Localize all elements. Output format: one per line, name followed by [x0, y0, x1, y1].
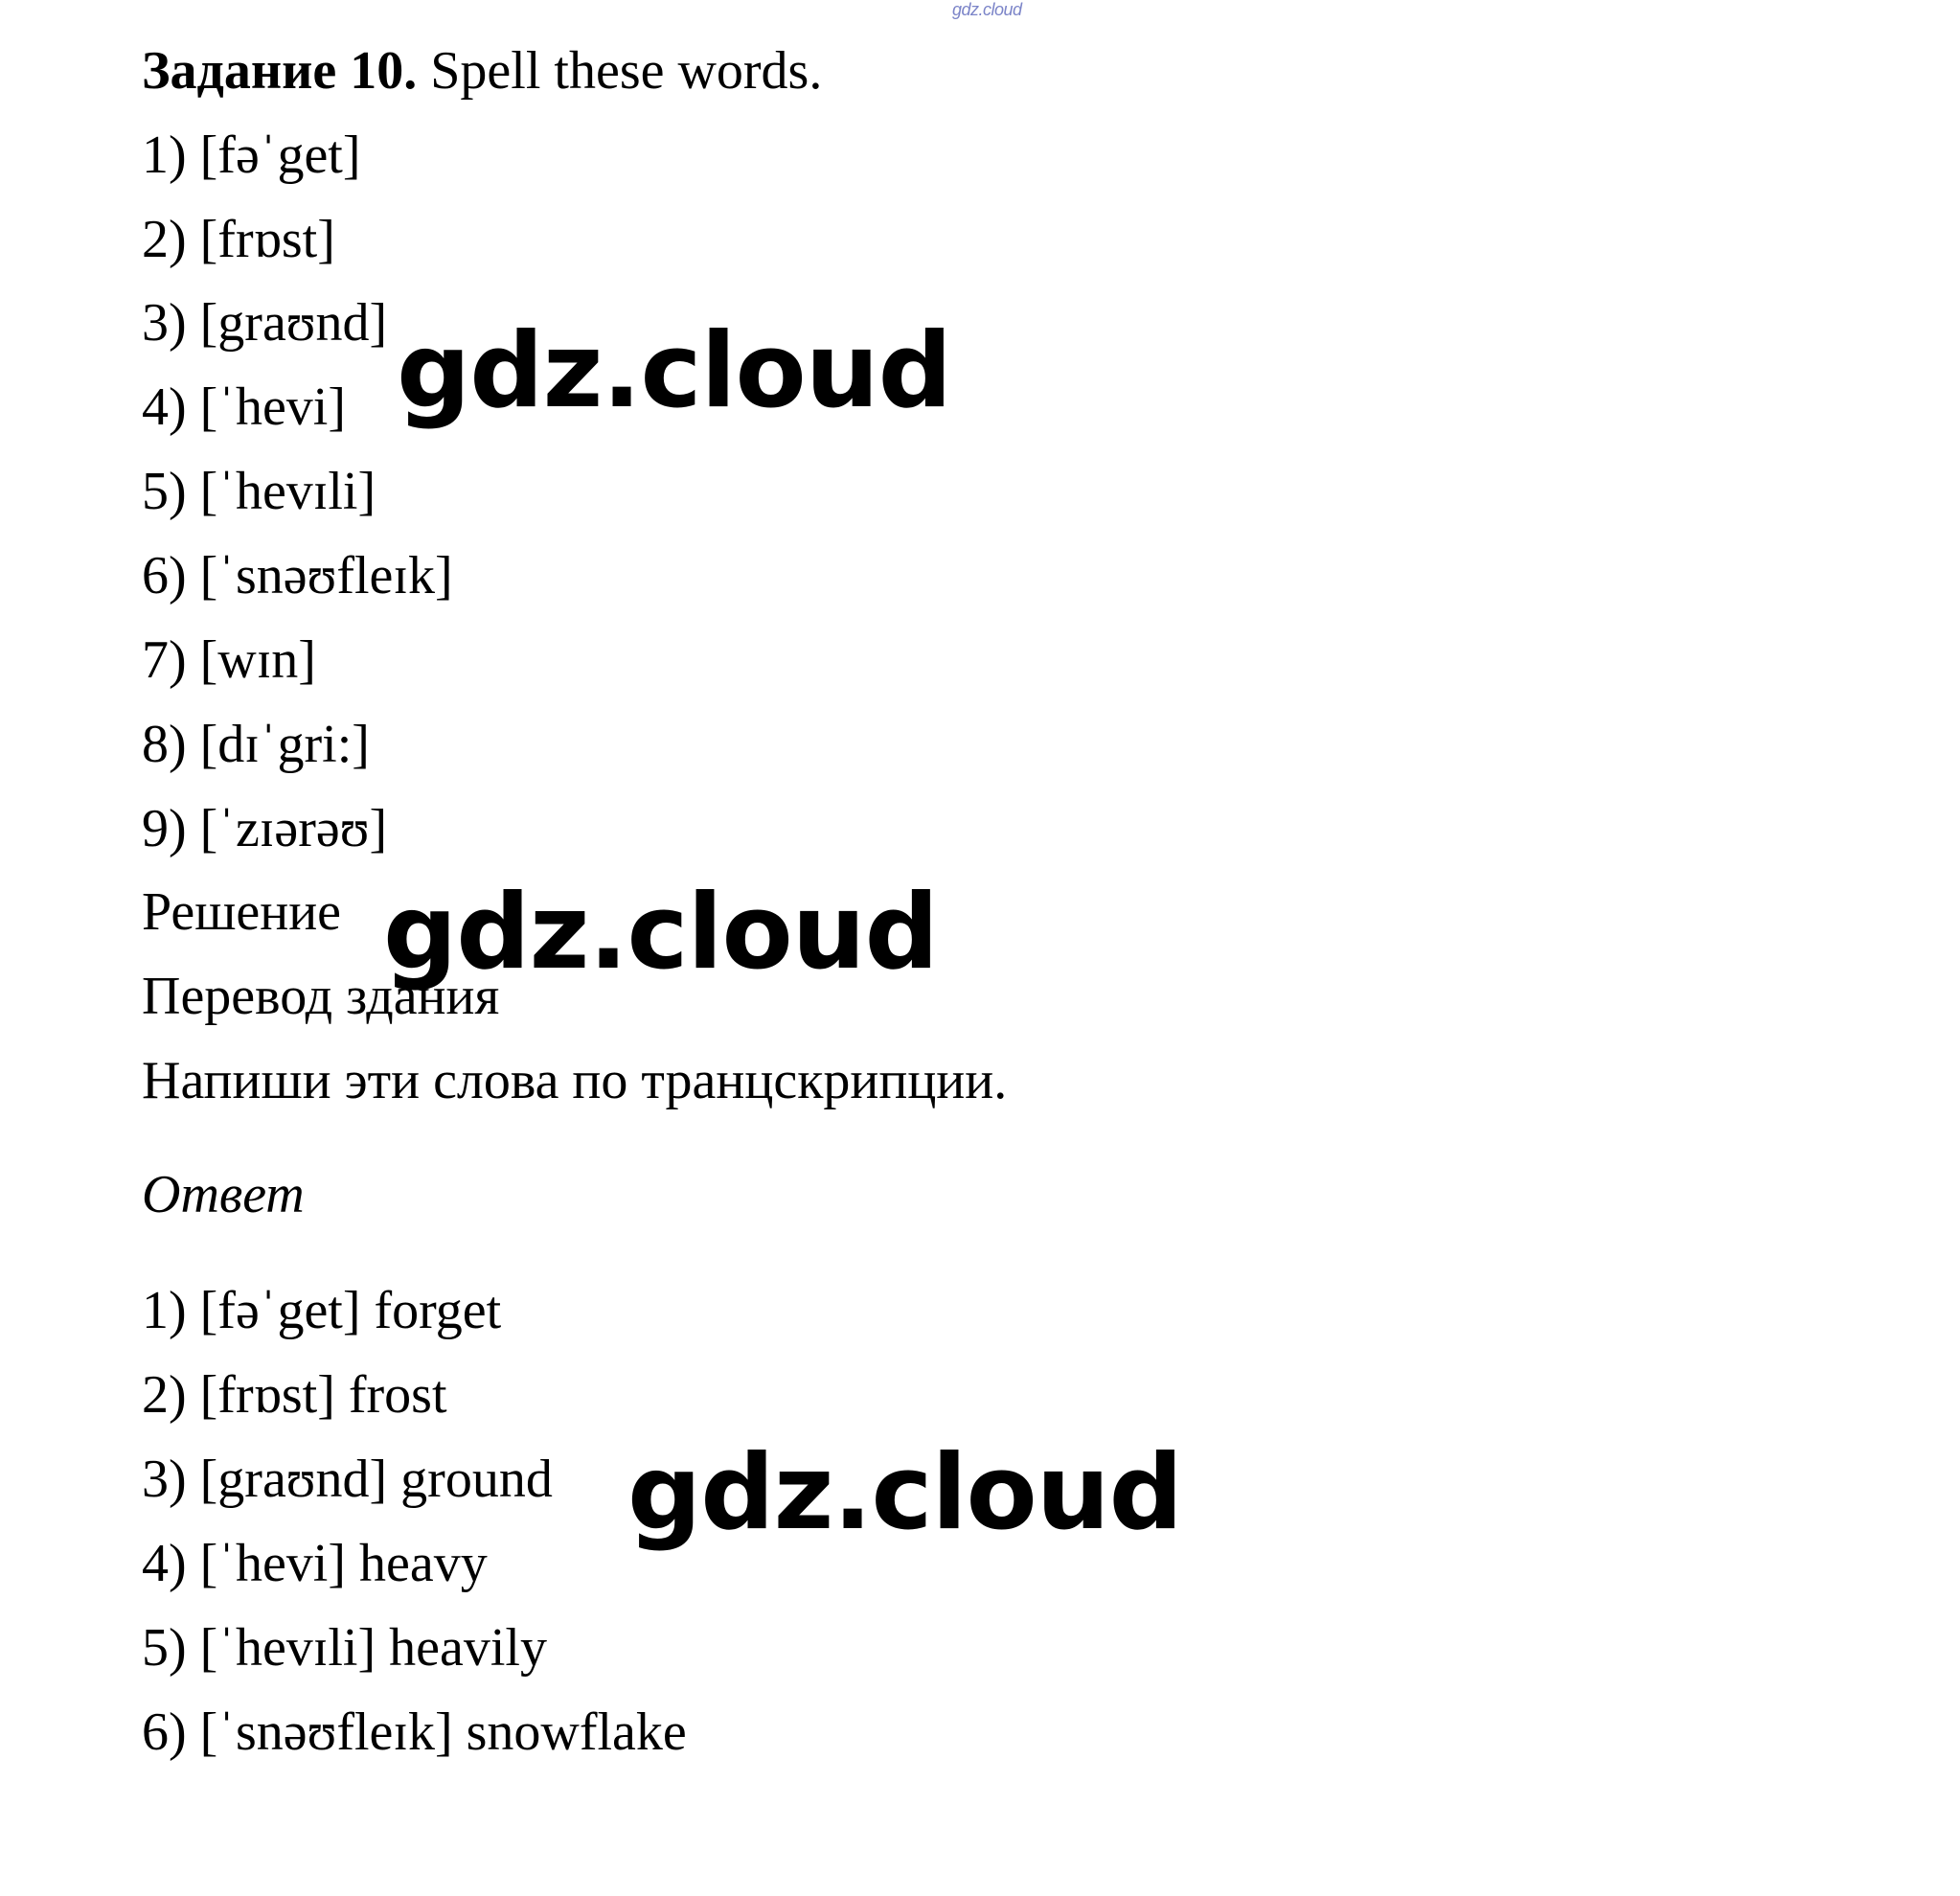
watermark-2: gdz.cloud — [383, 873, 938, 993]
task-item: 8) [dɪˈgri:] — [142, 715, 370, 774]
answer-item: 5) [ˈhevɪli] heavily — [142, 1618, 547, 1678]
site-mark: gdz.cloud — [952, 0, 1022, 19]
task-item: 3) [graʊnd] — [142, 293, 388, 353]
answer-item: 3) [graʊnd] ground — [142, 1450, 553, 1509]
task-title-text: Spell these words. — [417, 41, 823, 101]
translation-text: Напиши эти слова по транцскрипции. — [142, 1051, 1008, 1110]
task-item: 4) [ˈhevi] — [142, 377, 347, 437]
answer-item: 2) [frɒst] frost — [142, 1365, 447, 1425]
task-item: 6) [ˈsnəʊfleɪk] — [142, 546, 453, 605]
task-item: 7) [wɪn] — [142, 630, 316, 690]
watermark-1: gdz.cloud — [397, 311, 951, 431]
answer-label: Ответ — [142, 1165, 305, 1224]
solution-heading: Решение — [142, 882, 342, 942]
answer-item: 1) [fəˈget] forget — [142, 1281, 502, 1340]
task-title-number: Задание 10. — [142, 41, 418, 101]
answer-item: 4) [ˈhevi] heavy — [142, 1534, 488, 1593]
task-title — [142, 41, 823, 101]
task-item: 1) [fəˈget] — [142, 126, 361, 185]
answer-item: 6) [ˈsnəʊfleɪk] snowflake — [142, 1702, 687, 1762]
task-item: 2) [frɒst] — [142, 210, 335, 269]
task-item: 5) [ˈhevɪli] — [142, 462, 376, 521]
translation-heading: Перевод здания — [142, 967, 500, 1026]
watermark-3: gdz.cloud — [627, 1433, 1182, 1553]
task-item: 9) [ˈzɪərəʊ] — [142, 799, 388, 858]
